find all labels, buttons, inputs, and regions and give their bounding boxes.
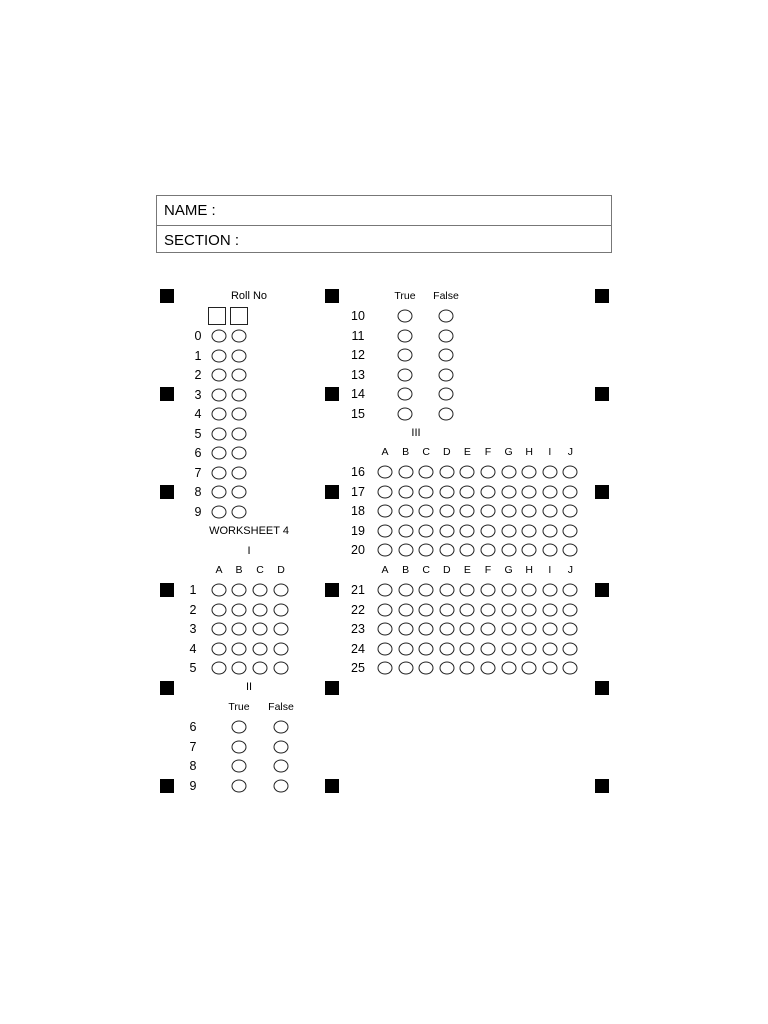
answer-bubble[interactable] [378, 662, 393, 675]
question-number: 6 [189, 719, 197, 734]
registration-mark [595, 289, 609, 303]
answer-bubble[interactable] [398, 642, 413, 655]
answer-bubble[interactable] [542, 642, 557, 655]
roll-digit-label: 6 [194, 445, 202, 460]
registration-mark [160, 289, 174, 303]
registration-mark [325, 583, 339, 597]
roll-bubble[interactable] [232, 486, 247, 499]
question-number: 3 [189, 621, 197, 636]
column-header: C [422, 564, 430, 576]
registration-mark [160, 779, 174, 793]
registration-mark [160, 387, 174, 401]
answer-bubble[interactable] [398, 349, 413, 362]
name-field[interactable] [157, 196, 611, 225]
answer-bubble[interactable] [274, 721, 289, 734]
registration-mark [325, 681, 339, 695]
answer-bubble[interactable] [419, 584, 434, 597]
answer-bubble[interactable] [378, 584, 393, 597]
answer-bubble[interactable] [274, 740, 289, 753]
roll-digit-box[interactable] [208, 307, 226, 325]
column-header: False [433, 290, 459, 302]
answer-bubble[interactable] [542, 524, 557, 537]
answer-bubble[interactable] [460, 584, 475, 597]
answer-bubble[interactable] [232, 623, 247, 636]
registration-mark [595, 387, 609, 401]
question-number: 21 [351, 582, 365, 597]
question-number: 9 [189, 778, 197, 793]
answer-bubble[interactable] [212, 623, 227, 636]
column-header: C [422, 446, 430, 458]
roll-bubble[interactable] [212, 369, 227, 382]
answer-bubble[interactable] [439, 310, 454, 323]
answer-bubble[interactable] [439, 524, 454, 537]
column-header: H [525, 564, 533, 576]
roll-digit-label: 1 [194, 348, 202, 363]
registration-mark [325, 289, 339, 303]
question-number: 20 [351, 543, 365, 558]
column-header: B [402, 446, 410, 458]
answer-bubble[interactable] [563, 662, 578, 675]
answer-bubble[interactable] [439, 544, 454, 557]
answer-bubble[interactable] [378, 505, 393, 518]
section-label: SECTION : [164, 232, 240, 249]
section-field[interactable] [157, 225, 611, 254]
answer-bubble[interactable] [212, 584, 227, 597]
column-header: A [215, 564, 223, 576]
answer-bubble[interactable] [439, 505, 454, 518]
roll-bubble[interactable] [232, 427, 247, 440]
question-number: 11 [351, 328, 365, 343]
column-header: B [235, 564, 243, 576]
answer-bubble[interactable] [542, 544, 557, 557]
roll-bubble[interactable] [232, 388, 247, 401]
roll-digit-label: 0 [194, 328, 202, 343]
answer-bubble[interactable] [481, 662, 496, 675]
roll-bubble[interactable] [232, 330, 247, 343]
answer-bubble[interactable] [563, 623, 578, 636]
registration-mark [595, 681, 609, 695]
answer-bubble[interactable] [253, 623, 268, 636]
question-number: 5 [189, 660, 197, 675]
answer-bubble[interactable] [419, 603, 434, 616]
answer-bubble[interactable] [274, 760, 289, 773]
answer-bubble[interactable] [439, 662, 454, 675]
answer-bubble[interactable] [563, 642, 578, 655]
roll-no-title: Roll No [230, 290, 268, 302]
roll-bubble[interactable] [212, 486, 227, 499]
roll-bubble[interactable] [232, 447, 247, 460]
answer-bubble[interactable] [398, 623, 413, 636]
answer-bubble[interactable] [439, 349, 454, 362]
roll-bubble[interactable] [212, 330, 227, 343]
column-header: C [256, 564, 264, 576]
answer-bubble[interactable] [378, 623, 393, 636]
answer-bubble[interactable] [460, 544, 475, 557]
question-number: 2 [189, 602, 197, 617]
answer-bubble[interactable] [274, 603, 289, 616]
answer-bubble[interactable] [481, 505, 496, 518]
answer-bubble[interactable] [542, 485, 557, 498]
answer-bubble[interactable] [481, 623, 496, 636]
registration-mark [595, 485, 609, 499]
roll-bubble[interactable] [212, 447, 227, 460]
answer-bubble[interactable] [232, 721, 247, 734]
column-header: True [394, 290, 416, 302]
roll-bubble[interactable] [212, 408, 227, 421]
answer-bubble[interactable] [398, 485, 413, 498]
answer-bubble[interactable] [563, 524, 578, 537]
answer-bubble[interactable] [439, 485, 454, 498]
roll-digit-label: 4 [194, 406, 202, 421]
registration-mark [325, 485, 339, 499]
answer-bubble[interactable] [419, 544, 434, 557]
answer-bubble[interactable] [253, 584, 268, 597]
answer-bubble[interactable] [501, 466, 516, 479]
question-number: 12 [351, 347, 365, 362]
answer-bubble[interactable] [439, 408, 454, 421]
answer-bubble[interactable] [501, 662, 516, 675]
answer-bubble[interactable] [439, 368, 454, 381]
answer-bubble[interactable] [481, 642, 496, 655]
answer-bubble[interactable] [212, 603, 227, 616]
answer-bubble[interactable] [439, 603, 454, 616]
answer-bubble[interactable] [563, 466, 578, 479]
answer-bubble[interactable] [563, 544, 578, 557]
answer-bubble[interactable] [522, 662, 537, 675]
answer-bubble[interactable] [212, 642, 227, 655]
column-header: B [402, 564, 410, 576]
answer-bubble[interactable] [253, 642, 268, 655]
answer-bubble[interactable] [522, 623, 537, 636]
column-header: E [463, 564, 471, 576]
answer-bubble[interactable] [398, 584, 413, 597]
registration-mark [595, 779, 609, 793]
question-number: 13 [351, 367, 365, 382]
answer-bubble[interactable] [481, 603, 496, 616]
answer-bubble[interactable] [481, 544, 496, 557]
answer-bubble[interactable] [460, 466, 475, 479]
answer-bubble[interactable] [501, 524, 516, 537]
answer-bubble[interactable] [439, 388, 454, 401]
answer-bubble[interactable] [460, 623, 475, 636]
column-header: D [443, 446, 451, 458]
column-header: False [268, 701, 294, 713]
answer-bubble[interactable] [274, 623, 289, 636]
column-header: F [484, 564, 492, 576]
roll-digit-label: 8 [194, 484, 202, 499]
column-header: A [381, 564, 389, 576]
column-header: G [504, 446, 513, 458]
column-header: A [381, 446, 389, 458]
roll-bubble[interactable] [212, 466, 227, 479]
answer-bubble[interactable] [481, 584, 496, 597]
column-header: I [548, 564, 552, 576]
answer-bubble[interactable] [542, 623, 557, 636]
answer-bubble[interactable] [542, 505, 557, 518]
answer-bubble[interactable] [501, 505, 516, 518]
answer-bubble[interactable] [481, 524, 496, 537]
answer-bubble[interactable] [563, 584, 578, 597]
answer-bubble[interactable] [481, 485, 496, 498]
answer-bubble[interactable] [501, 623, 516, 636]
registration-mark [595, 583, 609, 597]
answer-bubble[interactable] [439, 329, 454, 342]
column-header: True [228, 701, 250, 713]
answer-bubble[interactable] [522, 485, 537, 498]
answer-bubble[interactable] [398, 505, 413, 518]
answer-bubble[interactable] [563, 485, 578, 498]
answer-bubble[interactable] [378, 524, 393, 537]
answer-bubble[interactable] [439, 623, 454, 636]
question-number: 15 [351, 406, 365, 421]
question-number: 23 [351, 621, 365, 636]
answer-bubble[interactable] [398, 544, 413, 557]
answer-bubble[interactable] [522, 505, 537, 518]
roll-digit-label: 5 [194, 426, 202, 441]
answer-bubble[interactable] [232, 760, 247, 773]
roll-bubble[interactable] [212, 427, 227, 440]
question-number: 25 [351, 661, 365, 676]
answer-bubble[interactable] [522, 466, 537, 479]
answer-bubble[interactable] [522, 584, 537, 597]
answer-bubble[interactable] [460, 505, 475, 518]
question-number: 18 [351, 503, 365, 518]
answer-bubble[interactable] [419, 466, 434, 479]
registration-mark [325, 779, 339, 793]
answer-bubble[interactable] [522, 642, 537, 655]
answer-bubble[interactable] [522, 603, 537, 616]
column-header: E [463, 446, 471, 458]
answer-bubble[interactable] [501, 485, 516, 498]
question-number: 22 [351, 602, 365, 617]
roll-bubble[interactable] [232, 408, 247, 421]
answer-bubble[interactable] [501, 584, 516, 597]
answer-bubble[interactable] [274, 779, 289, 792]
answer-bubble[interactable] [253, 662, 268, 675]
column-header: D [277, 564, 285, 576]
answer-bubble[interactable] [501, 603, 516, 616]
column-header: G [504, 564, 513, 576]
roll-bubble[interactable] [232, 369, 247, 382]
worksheet-title: WORKSHEET 4 [209, 525, 289, 537]
answer-bubble[interactable] [378, 485, 393, 498]
answer-bubble[interactable] [542, 466, 557, 479]
answer-bubble[interactable] [398, 466, 413, 479]
registration-mark [160, 485, 174, 499]
answer-bubble[interactable] [501, 544, 516, 557]
answer-bubble[interactable] [460, 485, 475, 498]
answer-bubble[interactable] [232, 740, 247, 753]
answer-bubble[interactable] [460, 642, 475, 655]
section-i-title: I [247, 545, 251, 557]
column-header: D [443, 564, 451, 576]
roll-digit-label: 9 [194, 504, 202, 519]
answer-bubble[interactable] [398, 662, 413, 675]
answer-bubble[interactable] [378, 603, 393, 616]
question-number: 19 [351, 523, 365, 538]
question-number: 10 [351, 308, 365, 323]
registration-mark [160, 583, 174, 597]
answer-bubble[interactable] [563, 505, 578, 518]
answer-bubble[interactable] [398, 408, 413, 421]
answer-bubble[interactable] [274, 662, 289, 675]
section-ii-title: II [245, 681, 253, 693]
answer-bubble[interactable] [232, 642, 247, 655]
answer-bubble[interactable] [419, 505, 434, 518]
header-box [156, 195, 612, 253]
roll-bubble[interactable] [212, 505, 227, 518]
answer-bubble[interactable] [378, 466, 393, 479]
answer-bubble[interactable] [460, 524, 475, 537]
answer-bubble[interactable] [274, 584, 289, 597]
answer-bubble[interactable] [460, 603, 475, 616]
roll-bubble[interactable] [212, 349, 227, 362]
column-header: J [567, 564, 574, 576]
column-header: F [484, 446, 492, 458]
answer-bubble[interactable] [398, 310, 413, 323]
registration-mark [160, 681, 174, 695]
answer-bubble[interactable] [460, 662, 475, 675]
section-iii-title: III [411, 427, 421, 439]
answer-bubble[interactable] [481, 466, 496, 479]
question-number: 24 [351, 641, 365, 656]
answer-bubble[interactable] [419, 524, 434, 537]
registration-mark [325, 387, 339, 401]
answer-bubble[interactable] [398, 388, 413, 401]
question-number: 17 [351, 484, 365, 499]
answer-bubble[interactable] [419, 662, 434, 675]
roll-bubble[interactable] [232, 349, 247, 362]
answer-bubble[interactable] [439, 642, 454, 655]
roll-bubble[interactable] [232, 466, 247, 479]
roll-digit-label: 7 [194, 465, 202, 480]
answer-bubble[interactable] [378, 642, 393, 655]
answer-bubble[interactable] [398, 524, 413, 537]
answer-bubble[interactable] [563, 603, 578, 616]
question-number: 14 [351, 387, 365, 402]
answer-bubble[interactable] [542, 662, 557, 675]
question-number: 4 [189, 641, 197, 656]
answer-bubble[interactable] [439, 466, 454, 479]
roll-bubble[interactable] [212, 388, 227, 401]
answer-bubble[interactable] [212, 662, 227, 675]
answer-bubble[interactable] [501, 642, 516, 655]
answer-bubble[interactable] [253, 603, 268, 616]
question-number: 16 [351, 464, 365, 479]
answer-bubble[interactable] [232, 779, 247, 792]
answer-bubble[interactable] [378, 544, 393, 557]
answer-bubble[interactable] [419, 485, 434, 498]
roll-digit-label: 2 [194, 367, 202, 382]
column-header: H [525, 446, 533, 458]
answer-bubble[interactable] [522, 544, 537, 557]
roll-digit-label: 3 [194, 387, 202, 402]
answer-bubble[interactable] [522, 524, 537, 537]
roll-digit-box[interactable] [230, 307, 248, 325]
answer-bubble[interactable] [419, 623, 434, 636]
answer-bubble[interactable] [398, 329, 413, 342]
question-number: 7 [189, 739, 197, 754]
answer-bubble[interactable] [274, 642, 289, 655]
answer-bubble[interactable] [232, 662, 247, 675]
question-number: 1 [189, 582, 197, 597]
answer-bubble[interactable] [398, 368, 413, 381]
answer-bubble[interactable] [542, 603, 557, 616]
answer-bubble[interactable] [542, 584, 557, 597]
roll-bubble[interactable] [232, 505, 247, 518]
answer-bubble[interactable] [232, 603, 247, 616]
answer-bubble[interactable] [398, 603, 413, 616]
name-label: NAME : [164, 202, 216, 219]
answer-bubble[interactable] [232, 584, 247, 597]
question-number: 8 [189, 758, 197, 773]
column-header: I [548, 446, 552, 458]
answer-bubble[interactable] [419, 642, 434, 655]
answer-bubble[interactable] [439, 584, 454, 597]
column-header: J [567, 446, 574, 458]
